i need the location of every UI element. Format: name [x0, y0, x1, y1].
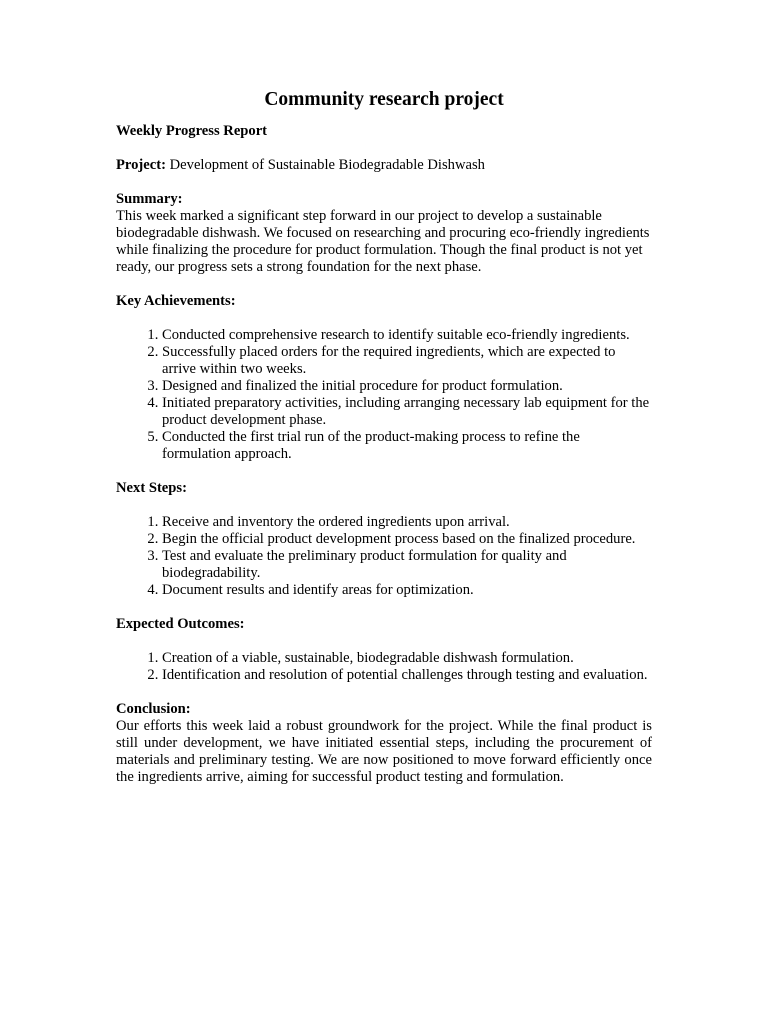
summary-heading: Summary:: [116, 191, 183, 207]
summary-text: This week marked a significant step forward in our project to develop a sustainable biodegradable dishwash. We focused on researching and procuring eco-friendly ingredients while finalizing the procedure for product formulation. Though the final product is not yet ready, our progress sets a strong foundation for the next phase.: [116, 208, 650, 275]
document-title: Community research project: [264, 89, 504, 110]
project-value: Development of Sustainable Biodegradable Dishwash: [169, 157, 485, 173]
list-item: 2. Identification and resolution of potential challenges through testing and evaluation.: [162, 667, 652, 684]
list-item: 5. Conducted the first trial run of the product-making process to refine the formulation approach.: [162, 429, 652, 463]
expected-outcomes-list: [116, 650, 652, 684]
project-line: [116, 157, 652, 174]
key-achievements-list: [116, 327, 652, 463]
list-item: 2. Successfully placed orders for the required ingredients, which are expected to arrive within two weeks.: [162, 344, 652, 378]
list-item: 1. Creation of a viable, sustainable, biodegradable dishwash formulation.: [162, 650, 652, 667]
spacer: [116, 497, 652, 514]
project-label: Project:: [116, 157, 166, 173]
conclusion-heading: Conclusion:: [116, 701, 191, 717]
list-item: 3. Designed and finalized the initial procedure for product formulation.: [162, 378, 652, 395]
report-subtitle: Weekly Progress Report: [116, 123, 268, 139]
spacer: [116, 633, 652, 650]
list-item: 4. Initiated preparatory activities, including arranging necessary lab equipment for the product development phase.: [162, 395, 652, 429]
next-steps-heading: Next Steps:: [116, 480, 187, 496]
key-achievements-heading: Key Achievements:: [116, 293, 236, 309]
spacer: [116, 310, 652, 327]
conclusion-text: Our efforts this week laid a robust groundwork for the project. While the final product is still under development, we have initiated essential steps, including the procurement of materials and preliminary testing. We are now positioned to move forward efficiently once the ingredients arrive, aiming for successful product testing and formulation.: [116, 718, 652, 785]
next-steps-list: [116, 514, 652, 599]
list-item: 3. Test and evaluate the preliminary product formulation for quality and biodegradability.: [162, 548, 652, 582]
list-item: 1. Conducted comprehensive research to identify suitable eco-friendly ingredients.: [162, 327, 652, 344]
list-item: 4. Document results and identify areas for optimization.: [162, 582, 652, 599]
list-item: 1. Receive and inventory the ordered ingredients upon arrival.: [162, 514, 652, 531]
document-page: [116, 88, 652, 803]
expected-outcomes-heading: Expected Outcomes:: [116, 616, 245, 632]
list-item: 2. Begin the official product development process based on the finalized procedure.: [162, 531, 652, 548]
